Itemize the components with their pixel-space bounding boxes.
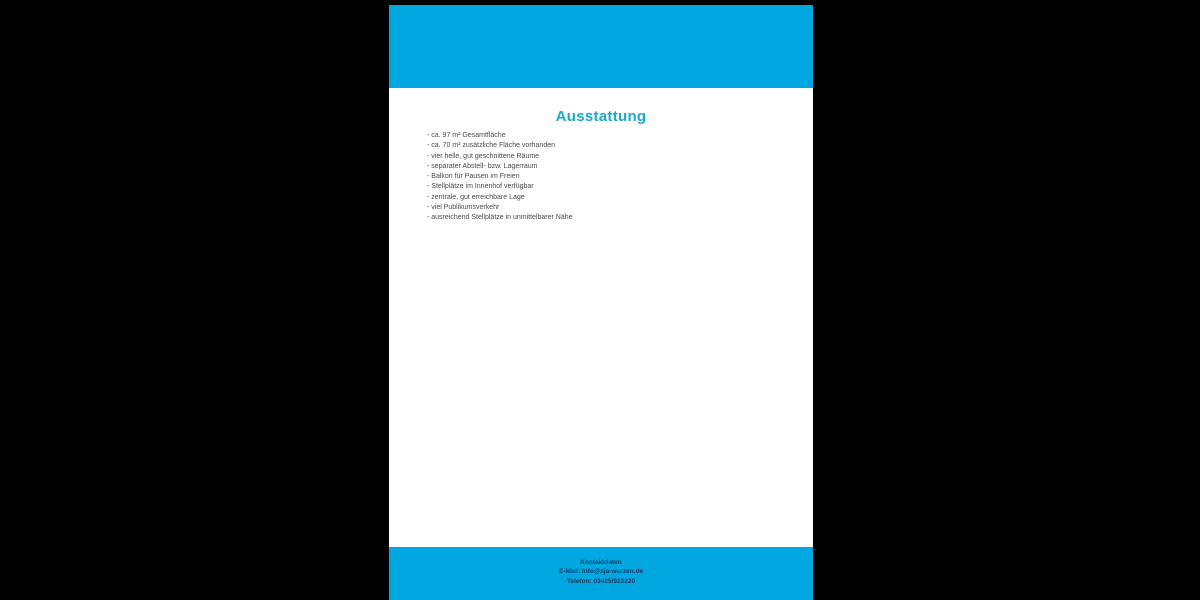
feature-item: - Balkon für Pausen im Freien <box>427 173 520 180</box>
feature-item: - ca. 97 m² Gesamtfläche <box>427 132 506 139</box>
feature-item: - viel Publikumsverkehr <box>427 203 500 211</box>
footer-email: E-Mail: info@sja-wurzen.de <box>558 568 644 576</box>
page-title: Ausstattung <box>555 108 647 125</box>
feature-item: - separater Abstell- bzw. Lagerraum <box>427 162 538 170</box>
header-band <box>389 5 813 88</box>
footer-contact-heading: Kontaktdaten <box>580 559 622 566</box>
feature-item: - ausreichend Stellplätze in unmittelbarer Nähe <box>427 214 573 221</box>
footer-phone: Telefon: 03425/922220 <box>566 577 636 585</box>
footer-band <box>389 547 813 600</box>
document-page <box>389 5 813 600</box>
feature-item: - ca. 70 m² zusätzliche Fläche vorhanden <box>427 142 556 150</box>
feature-item: - vier helle, gut geschnittene Räume <box>427 152 540 160</box>
feature-item: - zentrale, gut erreichbare Lage <box>427 193 525 201</box>
feature-item: - Stellplätze im Innenhof verfügbar <box>427 183 534 191</box>
feature-list <box>427 131 767 223</box>
